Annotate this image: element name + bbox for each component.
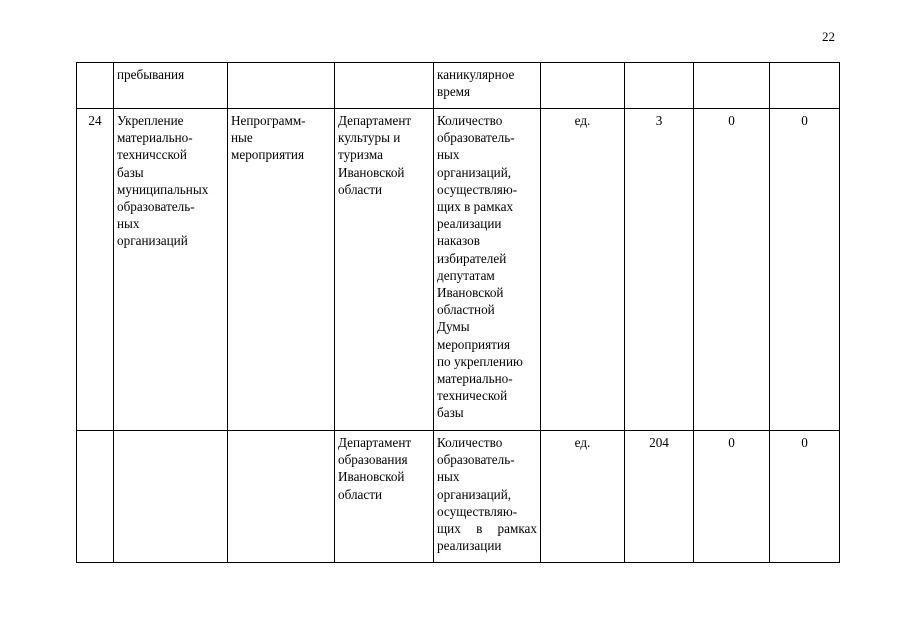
value-cell-2 xyxy=(694,63,770,109)
cell-text-line: Ивановской xyxy=(338,469,405,485)
cell-text-line: Департамент xyxy=(338,113,412,128)
table-row xyxy=(77,109,840,431)
value-cell-1: 204 xyxy=(625,431,694,563)
cell-text-line: по укреплению xyxy=(437,353,523,369)
cell-text-line: культуры и xyxy=(338,130,401,146)
table-row xyxy=(77,63,840,109)
cell-text-line: ные xyxy=(231,130,253,146)
cell-text-line: Департамент xyxy=(338,435,412,450)
row-number-cell xyxy=(77,63,114,109)
row-number-cell: 24 xyxy=(77,109,114,431)
cell-text-line: щих в рамках xyxy=(437,199,514,215)
program-cell xyxy=(228,109,335,431)
cell-text-line: Ивановской xyxy=(338,164,405,180)
executor-cell xyxy=(335,63,434,109)
cell-text-line: Ивановской xyxy=(437,285,504,301)
cell-text-line: пребывания xyxy=(117,67,185,82)
cell-text-line: туризма xyxy=(338,147,383,163)
value-cell-2: 0 xyxy=(694,109,770,431)
indicator-cell xyxy=(434,431,541,563)
cell-text-line: Укрепление xyxy=(117,113,184,128)
value-cell-3: 0 xyxy=(770,109,840,431)
cell-text-line: базы xyxy=(117,164,144,180)
measure-name-cell xyxy=(114,431,228,563)
table-body xyxy=(77,63,840,563)
value-cell-1 xyxy=(625,63,694,109)
cell-text-line: Непрограмм- xyxy=(231,113,306,128)
cell-text-line: реализации xyxy=(437,538,502,554)
cell-text-line: ных xyxy=(437,469,460,485)
page-number: 22 xyxy=(822,29,835,44)
cell-text-line: депутатам xyxy=(437,267,495,283)
cell-text-line: образователь- xyxy=(437,130,515,146)
cell-text-line: области xyxy=(338,181,383,197)
cell-text-line: Думы xyxy=(437,319,470,335)
cell-text-line: щих в рамках xyxy=(437,521,537,537)
cell-text-line: образователь- xyxy=(437,452,515,468)
cell-text-line: материально- xyxy=(117,130,193,146)
indicator-cell xyxy=(434,109,541,431)
cell-text-line: осуществляю- xyxy=(437,181,518,197)
measures-table xyxy=(76,62,840,563)
value-cell-1: 3 xyxy=(625,109,694,431)
unit-cell xyxy=(541,63,625,109)
cell-text-line: время xyxy=(437,84,471,100)
cell-text-line: мероприятия xyxy=(231,147,305,163)
cell-text-line: Количество xyxy=(437,113,503,128)
cell-text-line: Количество xyxy=(437,435,503,450)
executor-cell xyxy=(335,431,434,563)
cell-text-line: ных xyxy=(117,216,140,232)
cell-text-line: техничсской xyxy=(117,147,187,163)
cell-text-line: материально- xyxy=(437,371,513,387)
unit-cell: ед. xyxy=(541,431,625,563)
cell-text-line: наказов xyxy=(437,233,480,249)
program-cell xyxy=(228,431,335,563)
cell-text-line: избирателей xyxy=(437,250,507,266)
cell-text-line: технической xyxy=(437,388,508,404)
cell-text-line: области xyxy=(338,486,383,502)
executor-cell xyxy=(335,109,434,431)
indicator-cell xyxy=(434,63,541,109)
cell-text-line: мероприятия xyxy=(437,336,511,352)
cell-text-line: каникулярное xyxy=(437,67,515,82)
measure-name-cell xyxy=(114,109,228,431)
cell-text-line: организаций, xyxy=(437,164,512,180)
cell-text-line: образования xyxy=(338,452,408,468)
row-number-cell xyxy=(77,431,114,563)
cell-text-line: базы xyxy=(437,405,464,421)
program-cell xyxy=(228,63,335,109)
unit-cell: ед. xyxy=(541,109,625,431)
cell-text-line: организаций, xyxy=(437,486,512,502)
cell-text-line: ных xyxy=(437,147,460,163)
cell-text-line: осуществляю- xyxy=(437,503,518,519)
table-row xyxy=(77,431,840,563)
cell-text-line: муниципальных xyxy=(117,181,209,197)
value-cell-2: 0 xyxy=(694,431,770,563)
measure-name-cell xyxy=(114,63,228,109)
cell-text-line: реализации xyxy=(437,216,502,232)
cell-text-line: организаций xyxy=(117,233,188,249)
value-cell-3 xyxy=(770,63,840,109)
cell-text-line: областной xyxy=(437,302,495,318)
cell-text-line: образователь- xyxy=(117,199,195,215)
value-cell-3: 0 xyxy=(770,431,840,563)
